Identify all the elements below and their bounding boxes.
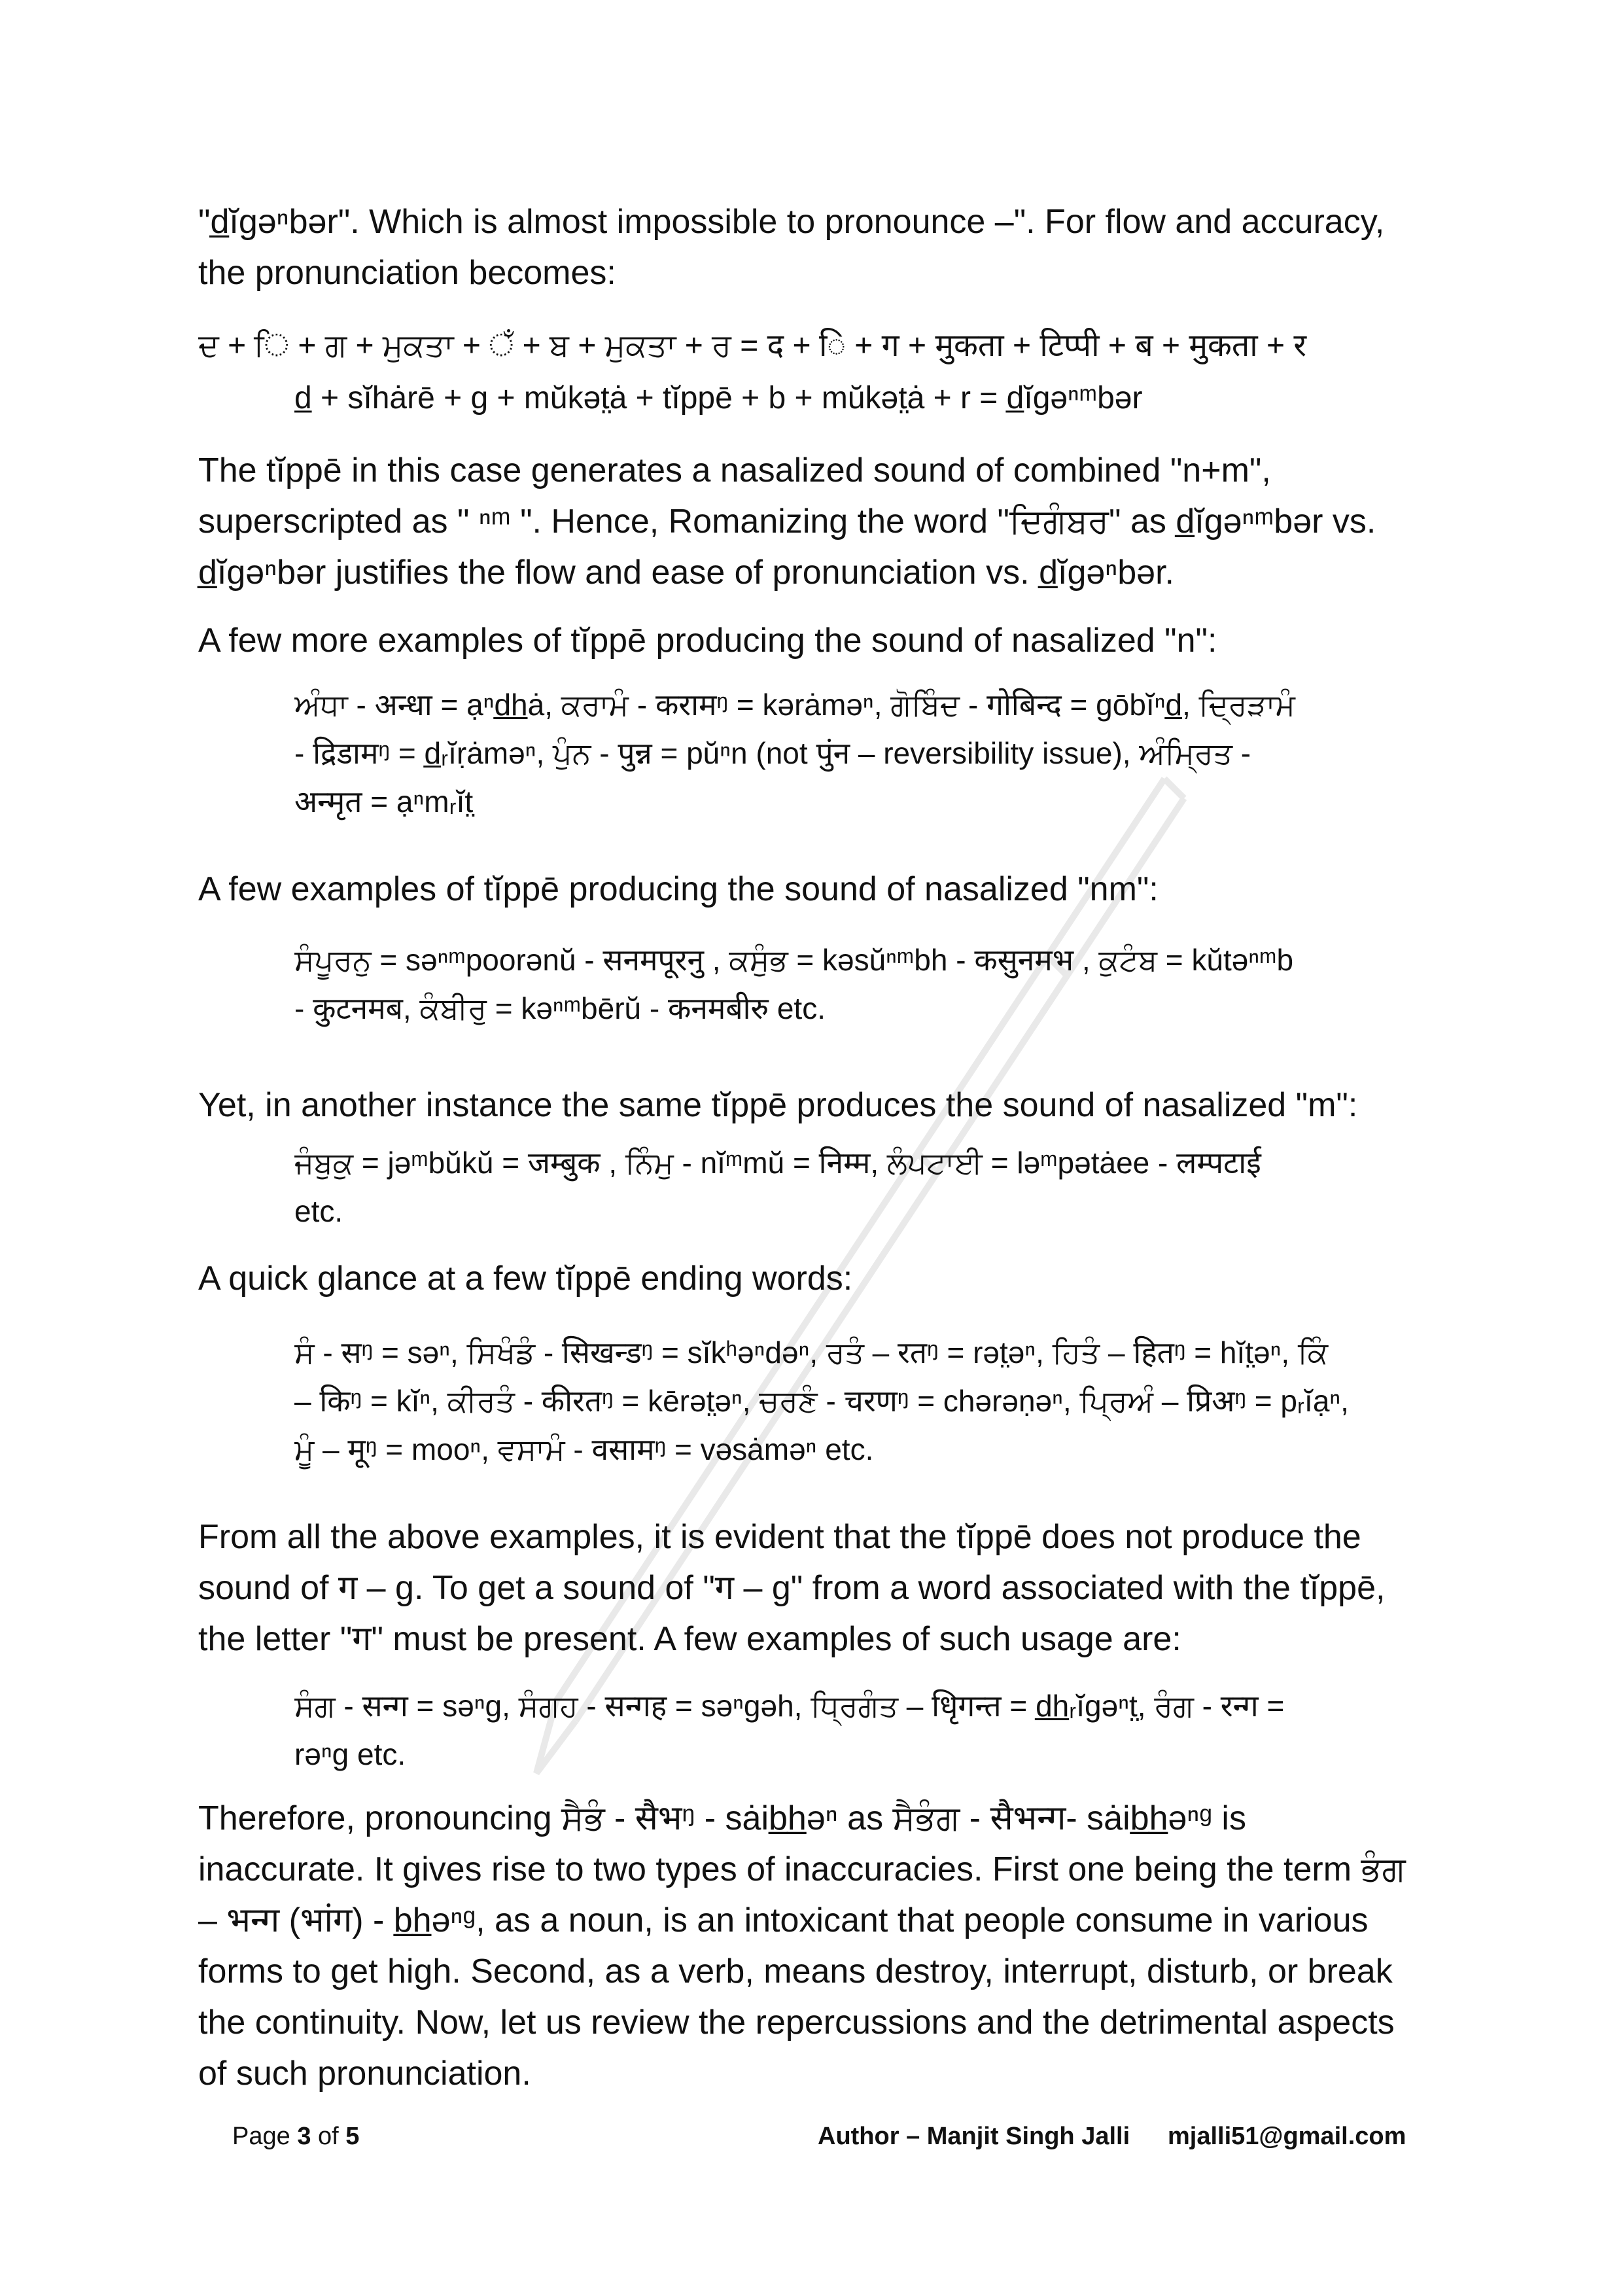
examples-n-line-1: ਅੰਧਾ - अन्धा = ạⁿd̲h̲ȧ, ਕਰਾਮੰ - करामᵑ = kərȧməⁿ, ਗੋਬਿੰਦ - गोबिन्द = gōbĭⁿd̲, ਦ੍ਰਿੜਾਮੰ xyxy=(294,688,1295,722)
examples-m-line-1: ਜੰਬੁਕੁ = jəᵐbŭkŭ = जम्बुक , ਨਿੰਮੁ - nĭᵐmŭ = निम्म, ਲੰਪਟਾਈ = ləᵐpətȧee - लम्पटाई xyxy=(294,1146,1261,1180)
examples-nm-line-2: - कुटनमब, ਕੰਬੀਰੁ = kəⁿᵐbērŭ - कनमबीरु etc. xyxy=(294,991,826,1025)
paragraph-8-line-2: inaccurate. It gives rise to two types of inaccuracies. First one being the term ਭੰਗ xyxy=(198,1850,1406,1888)
examples-nm-line-1: ਸੰਪੂਰਨੁ = səⁿᵐpoorənŭ - सनमपूरनु , ਕਸੁੰਭ = kəsŭⁿᵐbh - कसुनमभ , ਕੁਟੰਬ = kŭtəⁿᵐb xyxy=(294,943,1294,977)
equation-line-2: d̲ + sĭhȧrē + g + mŭkət̤ȧ + tĭppē + b + mŭkət̤ȧ + r = d̲ĭgəⁿᵐbər xyxy=(294,381,1143,415)
page-prefix: Page xyxy=(232,2123,298,2150)
paragraph-5-heading: Yet, in another instance the same tĭppē produces the sound of nasalized "m": xyxy=(198,1086,1358,1124)
equation-line-1: ਦ + ਿ + ਗ + ਮੁਕਤਾ + ਁ + ਬ + ਮੁਕਤਾ + ਰ = द + ि + ग + मुकता + टिप्पी + ब + मुकता + र xyxy=(198,328,1307,363)
paragraph-2-line-1: The tĭppē in this case generates a nasalized sound of combined "n+m", xyxy=(198,451,1271,489)
page-current: 3 xyxy=(297,2123,311,2150)
paragraph-1-line-2: the pronunciation becomes: xyxy=(198,254,616,292)
ending-words-line-1: ਸੰ - सᵑ = səⁿ, ਸਿਖੰਡੰ - सिखन्डᵑ = sĭkʰəⁿdəⁿ, ਰਤੰ – रतᵑ = rət̤əⁿ, ਹਿਤੰ – हितᵑ = hĭt̤əⁿ, ਕਿੰ xyxy=(294,1335,1329,1369)
footer-author: Author – Manjit Singh Jalli xyxy=(818,2123,1130,2150)
paragraph-8-line-6: of such pronunciation. xyxy=(198,2055,531,2093)
ending-words-line-3: ਮੂੰ – मूᵑ = mooⁿ, ਵਸਾਮੰ - वसामᵑ = vəsȧməⁿ etc. xyxy=(294,1432,874,1466)
paragraph-6-heading: A quick glance at a few tĭppē ending words: xyxy=(198,1260,853,1298)
page-of: of xyxy=(311,2123,346,2150)
examples-n-line-2: - द्रिडामᵑ = d̲ᵣĭṛȧməⁿ, ਪੁੰਨ - पुन्न = pŭⁿn (not पुंन – reversibility issue), ਅੰਮ੍ਰਿਤ - xyxy=(294,736,1251,770)
footer-email: mjalli51@gmail.com xyxy=(1168,2123,1406,2150)
ga-examples-line-1: ਸੰਗ - सन्ग = səⁿg, ਸੰਗਹ - सन्गह = səⁿgəh, ਧ੍ਰਿਗੰਤ – धिृगन्त = d̲h̲ᵣĭgəⁿt̤, ਰੰਗ - रन्ग = xyxy=(294,1689,1285,1723)
paragraph-3-heading: A few more examples of tĭppē producing the sound of nasalized "n": xyxy=(198,622,1217,660)
ending-words-line-2: – किᵑ = kĭⁿ, ਕੀਰਤੰ - कीरतᵑ = kērət̤əⁿ, ਚਰਣੰ - चरणᵑ = chərəṇəⁿ, ਪ੍ਰਿਅੰ – प्रिअᵑ = pᵣĭạⁿ, xyxy=(294,1384,1349,1418)
paragraph-7-line-3: the letter "ग" must be present. A few examples of such usage are: xyxy=(198,1620,1181,1658)
paragraph-2-line-2: superscripted as " ⁿᵐ ". Hence, Romanizing the word "ਦਿਗੰਬਰ" as d̲ĭgəⁿᵐbər vs. xyxy=(198,503,1376,540)
page-total: 5 xyxy=(345,2123,360,2150)
paragraph-7-line-1: From all the above examples, it is evident that the tĭppē does not produce the xyxy=(198,1518,1361,1556)
paragraph-8-line-5: the continuity. Now, let us review the repercussions and the detrimental aspects xyxy=(198,2004,1395,2041)
page-number xyxy=(232,2120,359,2153)
paragraph-7-line-2: sound of ग – g. To get a sound of "ग – g" from a word associated with the tĭppē, xyxy=(198,1569,1386,1607)
ga-examples-line-2: rəⁿg etc. xyxy=(294,1737,406,1771)
paragraph-8-line-1: Therefore, pronouncing ਸੈਭੰ - सैभᵑ - sȧib̲h̲əⁿ as ਸੈਭੰਗ - सैभन्ग- sȧib̲h̲əⁿᵍ is xyxy=(198,1799,1246,1837)
paragraph-8-line-4: forms to get high. Second, as a verb, means destroy, interrupt, disturb, or break xyxy=(198,1952,1393,1990)
paragraph-1-line-1: "d̲ĭgəⁿbər". Which is almost impossible to pronounce –". For flow and accuracy, xyxy=(198,203,1385,241)
examples-n-line-3: अन्मृत = ạⁿmᵣĭt̤ xyxy=(294,785,474,819)
paragraph-2-line-3: d̲ĭgəⁿbər justifies the flow and ease of pronunciation vs. d̲ĭgəⁿbər. xyxy=(198,554,1174,592)
paragraph-4-heading: A few examples of tĭppē producing the sound of nasalized "nm": xyxy=(198,870,1159,908)
examples-m-line-2: etc. xyxy=(294,1194,343,1228)
paragraph-8-line-3: – भन्ग (भांग) - b̲h̲əⁿᵍ, as a noun, is an intoxicant that people consume in various xyxy=(198,1901,1369,1939)
